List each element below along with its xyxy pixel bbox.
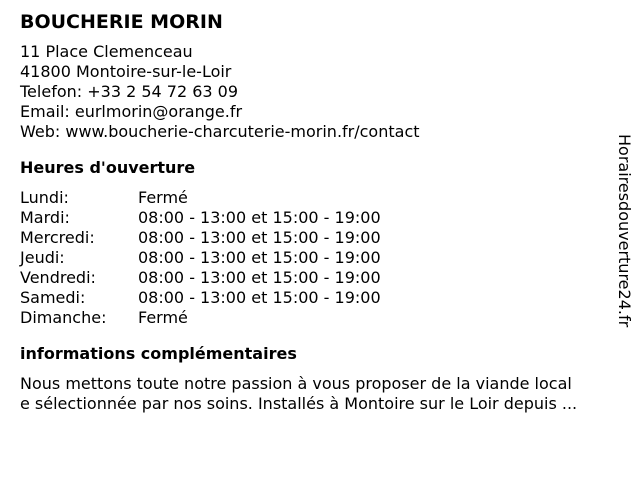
email: Email: eurlmorin@orange.fr bbox=[20, 102, 243, 121]
day-hours: Fermé bbox=[138, 188, 188, 207]
hours-table bbox=[20, 188, 620, 328]
hours-row-samedi bbox=[20, 288, 620, 308]
address-line2: 41800 Montoire-sur-le-Loir bbox=[20, 62, 232, 81]
day-hours: 08:00 - 13:00 et 15:00 - 19:00 bbox=[138, 208, 381, 227]
day-hours: 08:00 - 13:00 et 15:00 - 19:00 bbox=[138, 288, 381, 307]
day-label: Mercredi: bbox=[20, 228, 95, 247]
website: Web: www.boucherie-charcuterie-morin.fr/contact bbox=[20, 122, 420, 141]
address-line1: 11 Place Clemenceau bbox=[20, 42, 193, 61]
watermark-text: Horairesdouverture24.fr bbox=[615, 134, 634, 328]
info-text-line2: e sélectionnée par nos soins. Installés à Montoire sur le Loir depuis ... bbox=[20, 394, 578, 413]
hours-row-vendredi bbox=[20, 268, 620, 288]
day-hours: 08:00 - 13:00 et 15:00 - 19:00 bbox=[138, 268, 381, 287]
hours-row-dimanche bbox=[20, 308, 620, 328]
hours-row-lundi bbox=[20, 188, 620, 208]
day-hours: Fermé bbox=[138, 308, 188, 327]
business-card bbox=[20, 10, 620, 414]
day-label: Jeudi: bbox=[20, 248, 65, 267]
hours-heading: Heures d'ouverture bbox=[20, 158, 196, 177]
hours-row-mercredi bbox=[20, 228, 620, 248]
info-text-line1: Nous mettons toute notre passion à vous proposer de la viande local bbox=[20, 374, 572, 393]
day-hours: 08:00 - 13:00 et 15:00 - 19:00 bbox=[138, 248, 381, 267]
day-label: Mardi: bbox=[20, 208, 70, 227]
day-label: Vendredi: bbox=[20, 268, 96, 287]
day-hours: 08:00 - 13:00 et 15:00 - 19:00 bbox=[138, 228, 381, 247]
info-heading: informations complémentaires bbox=[20, 344, 297, 363]
hours-row-mardi bbox=[20, 208, 620, 228]
day-label: Lundi: bbox=[20, 188, 69, 207]
hours-row-jeudi bbox=[20, 248, 620, 268]
phone: Telefon: +33 2 54 72 63 09 bbox=[20, 82, 239, 101]
day-label: Samedi: bbox=[20, 288, 86, 307]
business-name: BOUCHERIE MORIN bbox=[20, 11, 223, 33]
day-label: Dimanche: bbox=[20, 308, 107, 327]
